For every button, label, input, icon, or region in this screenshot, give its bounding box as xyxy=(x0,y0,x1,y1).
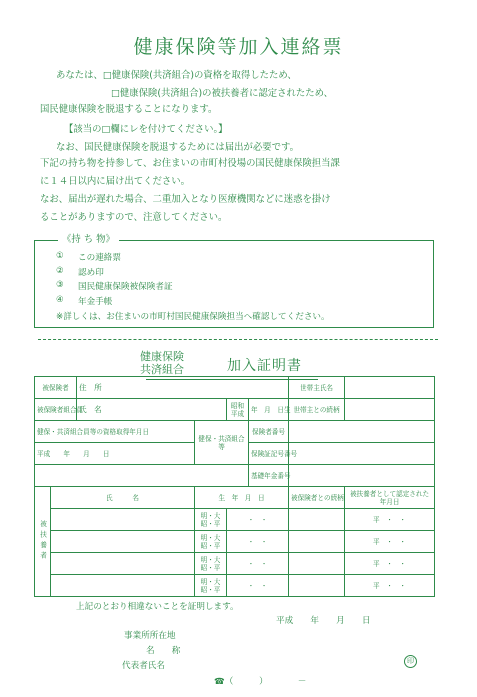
acquisition-date-label: 健保・共済組合員等の資格取得年月日 xyxy=(35,421,195,443)
item-text-3: 国民健康保険被保険者証 xyxy=(78,282,173,292)
dependent-row xyxy=(35,553,435,575)
item-text-1: この連絡票 xyxy=(78,253,121,263)
dep-birth-field[interactable]: ・ ・ xyxy=(227,509,289,531)
item-text-2: 認め印 xyxy=(78,268,104,278)
cert-title-stack xyxy=(140,350,184,376)
dep-birth-field[interactable]: ・ ・ xyxy=(227,575,289,597)
insurer-number-label: 保険者番号 xyxy=(249,421,289,443)
items-note: ※詳しくは、お住まいの市町村国民健康保険担当へ確認してください。 xyxy=(56,312,330,322)
intro-instruction: 【該当の□欄にレを付けてください。】 xyxy=(64,124,228,135)
item-text-4: 年金手帳 xyxy=(78,297,113,307)
item-num-4: ④ xyxy=(56,295,64,305)
cert-title-line1: 健康保険 xyxy=(140,350,184,363)
dep-era: 明・大 昭・平 xyxy=(195,509,227,531)
intro-line-3: 国民健康保険を脱退することになります。 xyxy=(40,104,218,115)
name-cell[interactable] xyxy=(77,399,227,421)
office-name-label: 名 称 xyxy=(146,646,181,656)
intro-line-6: 下記の持ち物を持参して、お住まいの市町村役場の国民健康保険担当課 xyxy=(40,158,340,169)
certify-date[interactable]: 平成 年 月 日 xyxy=(276,616,371,626)
item-num-1: ① xyxy=(56,251,64,261)
householder-label: 世帯主氏名 xyxy=(289,377,345,399)
certify-statement: 上記のとおり相違ないことを証明します。 xyxy=(76,602,239,612)
dep-relation-field[interactable] xyxy=(289,575,345,597)
dep-birth-field[interactable]: ・ ・ xyxy=(227,531,289,553)
dep-relation-field[interactable] xyxy=(289,553,345,575)
dep-era: 明・大 昭・平 xyxy=(195,575,227,597)
item-num-2: ② xyxy=(56,266,64,276)
pension-number-label: 基礎年金番号 xyxy=(249,465,289,487)
intro-line-1: あなたは、□健康保険(共済組合)の資格を取得したため、 xyxy=(56,70,297,81)
dep-era: 明・大 昭・平 xyxy=(195,531,227,553)
insurer-label: 健保・共済組合等 xyxy=(195,421,249,465)
cert-title: 加入証明書 xyxy=(227,358,302,374)
dep-relation-field[interactable] xyxy=(289,531,345,553)
items-box-title: 《持 ち 物》 xyxy=(58,234,119,246)
dep-cert-date-field[interactable]: 平 ・ ・ xyxy=(345,509,435,531)
address-label: 住 所 xyxy=(79,383,102,392)
dependent-row xyxy=(35,531,435,553)
dep-relation-field[interactable] xyxy=(289,509,345,531)
insurer-number-field[interactable] xyxy=(289,421,435,443)
name-label: 氏 名 xyxy=(79,405,102,414)
phone-field[interactable]: ☎（ ） － xyxy=(214,677,307,687)
card-number-field[interactable] xyxy=(289,443,435,465)
item-num-3: ③ xyxy=(56,280,64,290)
dep-name-field[interactable] xyxy=(51,575,195,597)
dep-name-field[interactable] xyxy=(51,509,195,531)
birth-date-field[interactable]: 年 月 日生 xyxy=(249,399,289,421)
intro-line-8: なお、届出が遅れた場合、二重加入となり医療機関などに迷惑を掛け xyxy=(40,194,331,205)
card-number-label: 保険証記号番号 xyxy=(249,443,289,465)
dep-cert-date-field[interactable]: 平 ・ ・ xyxy=(345,553,435,575)
acquisition-date-field[interactable]: 平成 年 月 日 xyxy=(35,443,195,465)
dep-name-field[interactable] xyxy=(51,553,195,575)
dep-header-birth: 生 年 月 日 xyxy=(195,487,289,509)
intro-line-2: □健康保険(共済組合)の被扶養者に認定されたため、 xyxy=(111,88,334,99)
cert-table xyxy=(34,376,435,597)
address-cell[interactable] xyxy=(77,377,289,399)
intro-line-7: に１４日以内に届け出てください。 xyxy=(40,176,191,187)
householder-field[interactable] xyxy=(345,377,435,399)
dep-birth-field[interactable]: ・ ・ xyxy=(227,553,289,575)
insured-member-label: 被保険者組合員 xyxy=(35,399,77,421)
dep-header-cert-date: 被扶養者として認定された年月日 xyxy=(345,487,435,509)
dependents-side-label: 被扶養者 xyxy=(35,487,51,597)
dep-header-name: 氏 名 xyxy=(51,487,195,509)
representative-label: 代表者氏名 xyxy=(122,661,165,671)
office-address-label: 事業所所在地 xyxy=(124,631,176,641)
dep-cert-date-field[interactable]: 平 ・ ・ xyxy=(345,531,435,553)
page-title: 健康保険等加入連絡票 xyxy=(133,36,344,58)
relation-label: 世帯主との続柄 xyxy=(289,399,345,421)
blank-cell xyxy=(35,465,249,487)
dependent-row xyxy=(35,575,435,597)
dep-era: 明・大 昭・平 xyxy=(195,553,227,575)
cut-line xyxy=(38,339,438,340)
insured-label: 被保険者 xyxy=(35,377,77,399)
relation-field[interactable] xyxy=(345,399,435,421)
intro-line-9: ることがありますので、注意してください。 xyxy=(40,212,228,223)
seal-mark: 印 xyxy=(404,655,417,668)
dependent-row xyxy=(35,509,435,531)
intro-line-5: なお、国民健康保険を脱退するためには届出が必要です。 xyxy=(56,142,300,153)
dep-name-field[interactable] xyxy=(51,531,195,553)
cert-title-line2: 共済組合 xyxy=(140,363,184,376)
birth-era: 昭和 平成 xyxy=(227,399,249,421)
dep-cert-date-field[interactable]: 平 ・ ・ xyxy=(345,575,435,597)
dep-header-relation: 被保険者との続柄 xyxy=(289,487,345,509)
pension-number-field[interactable] xyxy=(289,465,435,487)
